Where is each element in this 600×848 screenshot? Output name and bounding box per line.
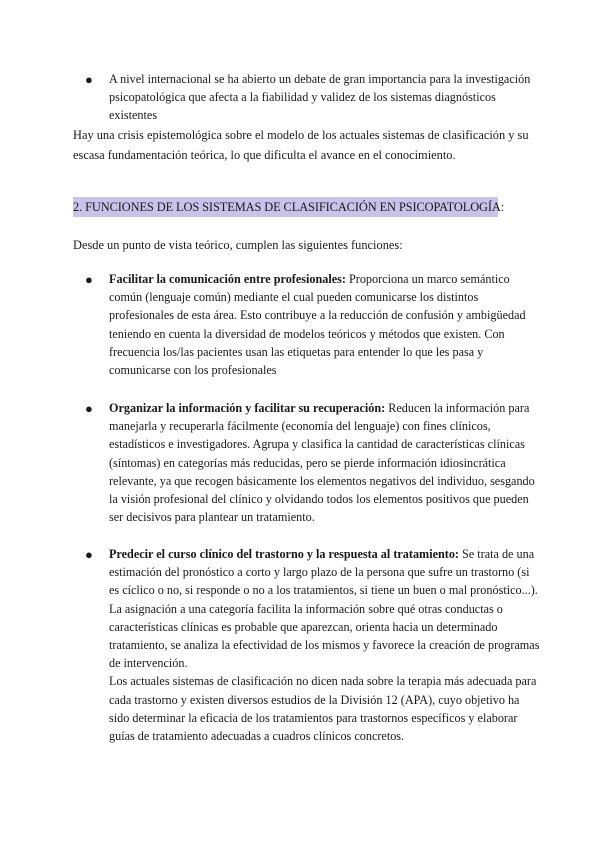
function-extra-paragraph: Los actuales sistemas de clasificación no dicen nada sobre la terapia más adecuada para cada trastorno y existen diversos estudios de la División 12 (APA), cuyo objetivo ha sido determinar la eficacia de los tratamientos para trastornos específicos y elaborar guías de tratamiento adecuadas a cuadros clínicos concretos.: [109, 674, 537, 744]
function-item: [87, 270, 542, 379]
bullet-icon: ●: [85, 72, 93, 87]
function-text: [109, 270, 542, 379]
bullet-icon: ●: [85, 272, 93, 287]
function-item: [87, 545, 542, 745]
function-body: Reducen la información para manejarla y recuperarla fácilmente (economía del lenguaje) con fines clínicos, estadísticos e investigadores. Agrupa y clasifica la cantidad de características clínicas (síntomas) en categorías más reducidas, pero se pierde información idiosincrática relevante, ya que recogen básicamente los elementos negativos del individuo, sesgando la visión profesional del clínico y olvidando todos los elementos positivos que pueden ser decisivos para plantear un tratamiento.: [109, 401, 535, 525]
function-item: [87, 399, 542, 526]
bullet-icon: ●: [85, 401, 93, 416]
function-body: Se trata de una estimación del pronóstico a corto y largo plazo de la persona que sufre un trastorno (si es cíclico o no, si responde o no a los tratamientos, si tiene un buen o mal pronóstico...). La asignación a una categoría facilita la información sobre qué otras conductas o características clínicas es probable que aparezcan, orienta hacia un determinado tratamiento, se analiza la efectividad de los mismos y favorece la creación de programas de intervención.: [109, 547, 540, 671]
function-body: Proporciona un marco semántico común (lenguaje común) mediante el cual pueden comunicarse los distintos profesionales de esta área. Esto contribuye a la reducción de confusión y ambigüedad teniendo en cuenta la diversidad de modelos teóricos y métodos que existen. Con frecuencia los/las pacientes usan las etiquetas para entender lo que les pasa y comunicarse con los profesionales: [109, 272, 526, 378]
function-title: Facilitar la comunicación entre profesionales:: [109, 272, 346, 286]
function-title: Predecir el curso clínico del trastorno y la respuesta al tratamiento:: [109, 547, 459, 561]
bullet-icon: ●: [85, 547, 93, 562]
intro-bullet-text: A nivel internacional se ha abierto un debate de gran importancia para la investigación psicopatológica que afecta a la fiabilidad y validez de los sistemas diagnósticos existentes: [109, 72, 531, 123]
function-text: [109, 545, 542, 672]
function-title: Organizar la información y facilitar su recuperación:: [109, 401, 386, 415]
section-heading: 2. FUNCIONES DE LOS SISTEMAS DE CLASIFICACIÓN EN PSICOPATOLOGÍA:: [73, 197, 498, 217]
crisis-paragraph: Hay una crisis epistemológica sobre el modelo de los actuales sistemas de clasificación y su escasa fundamentación teórica, lo que dificulta el avance en el conocimiento.: [73, 128, 529, 162]
section-intro: Desde un punto de vista teórico, cumplen las siguientes funciones:: [73, 238, 403, 252]
function-text: [109, 399, 542, 526]
intro-bullet: [87, 70, 542, 125]
